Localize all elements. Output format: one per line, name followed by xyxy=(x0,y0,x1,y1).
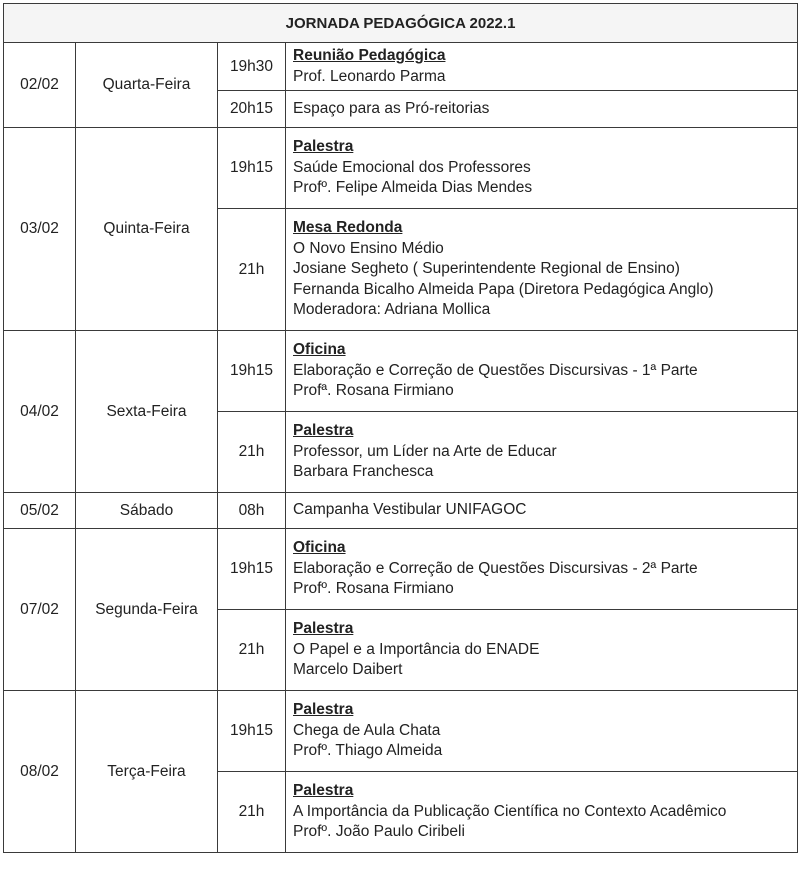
session-description xyxy=(286,493,798,529)
session-type-heading: Palestra xyxy=(293,422,354,440)
session-detail-line: Profº. Rosana Firmiano xyxy=(293,580,454,598)
session-detail-line: Campanha Vestibular UNIFAGOC xyxy=(293,501,527,519)
session-type-heading: Palestra xyxy=(293,701,354,719)
session-type-heading: Oficina xyxy=(293,539,346,557)
session-time: 19h15 xyxy=(218,128,286,209)
session-type-heading: Oficina xyxy=(293,341,346,359)
session-time: 21h xyxy=(218,610,286,691)
day-weekday: Quarta-Feira xyxy=(76,43,218,128)
session-description xyxy=(286,331,798,412)
schedule-title: JORNADA PEDAGÓGICA 2022.1 xyxy=(4,4,798,43)
session-detail-line: Professor, um Líder na Arte de Educar xyxy=(293,442,557,460)
title-row xyxy=(4,4,798,43)
session-row xyxy=(4,128,798,209)
session-detail-line: Barbara Franchesca xyxy=(293,463,434,481)
day-date: 03/02 xyxy=(4,128,76,331)
session-type-heading: Palestra xyxy=(293,782,354,800)
session-description xyxy=(286,91,798,128)
session-detail-line: Profº. Felipe Almeida Dias Mendes xyxy=(293,179,533,197)
session-time: 21h xyxy=(218,209,286,331)
session-type-heading: Palestra xyxy=(293,138,354,156)
session-time: 19h15 xyxy=(218,529,286,610)
day-date: 05/02 xyxy=(4,493,76,529)
session-detail-line: Elaboração e Correção de Questões Discursivas - 1ª Parte xyxy=(293,361,698,379)
session-type-heading: Mesa Redonda xyxy=(293,219,403,237)
session-description xyxy=(286,772,798,853)
session-time: 21h xyxy=(218,412,286,493)
session-detail-line: Chega de Aula Chata xyxy=(293,721,441,739)
session-time: 19h15 xyxy=(218,331,286,412)
session-detail-line: Profº. João Paulo Ciribeli xyxy=(293,823,465,841)
session-row xyxy=(4,529,798,610)
session-detail-line: Prof. Leonardo Parma xyxy=(293,67,446,85)
session-row xyxy=(4,493,798,529)
session-description xyxy=(286,691,798,772)
session-time: 21h xyxy=(218,772,286,853)
session-detail-line: Josiane Segheto ( Superintendente Regional de Ensino) xyxy=(293,260,680,278)
session-row xyxy=(4,691,798,772)
session-detail-line: Profª. Rosana Firmiano xyxy=(293,382,454,400)
session-detail-line: A Importância da Publicação Científica no Contexto Acadêmico xyxy=(293,802,727,820)
session-description xyxy=(286,43,798,91)
session-time: 19h15 xyxy=(218,691,286,772)
session-description xyxy=(286,209,798,331)
session-type-heading: Palestra xyxy=(293,620,354,638)
day-date: 07/02 xyxy=(4,529,76,691)
session-detail-line: Espaço para as Pró-reitorias xyxy=(293,99,490,117)
day-date: 08/02 xyxy=(4,691,76,853)
session-row xyxy=(4,331,798,412)
session-detail-line: Fernanda Bicalho Almeida Papa (Diretora Pedagógica Anglo) xyxy=(293,280,714,298)
session-description xyxy=(286,529,798,610)
session-detail-line: Marcelo Daibert xyxy=(293,661,403,679)
session-description xyxy=(286,412,798,493)
day-weekday: Segunda-Feira xyxy=(76,529,218,691)
session-detail-line: O Papel e a Importância do ENADE xyxy=(293,640,540,658)
session-type-heading: Reunião Pedagógica xyxy=(293,47,446,64)
schedule-body xyxy=(4,4,798,853)
session-detail-line: Profº. Thiago Almeida xyxy=(293,742,443,760)
session-detail-line: O Novo Ensino Médio xyxy=(293,239,444,257)
day-date: 02/02 xyxy=(4,43,76,128)
session-detail-line: Elaboração e Correção de Questões Discursivas - 2ª Parte xyxy=(293,559,698,577)
session-description xyxy=(286,610,798,691)
session-time: 08h xyxy=(218,493,286,529)
session-detail-line: Moderadora: Adriana Mollica xyxy=(293,301,491,319)
session-detail-line: Saúde Emocional dos Professores xyxy=(293,158,531,176)
day-weekday: Quinta-Feira xyxy=(76,128,218,331)
day-weekday: Sexta-Feira xyxy=(76,331,218,493)
schedule-table xyxy=(3,3,798,853)
day-weekday: Terça-Feira xyxy=(76,691,218,853)
day-date: 04/02 xyxy=(4,331,76,493)
session-row xyxy=(4,43,798,91)
session-time: 20h15 xyxy=(218,91,286,128)
session-time: 19h30 xyxy=(218,43,286,91)
session-description xyxy=(286,128,798,209)
day-weekday: Sábado xyxy=(76,493,218,529)
